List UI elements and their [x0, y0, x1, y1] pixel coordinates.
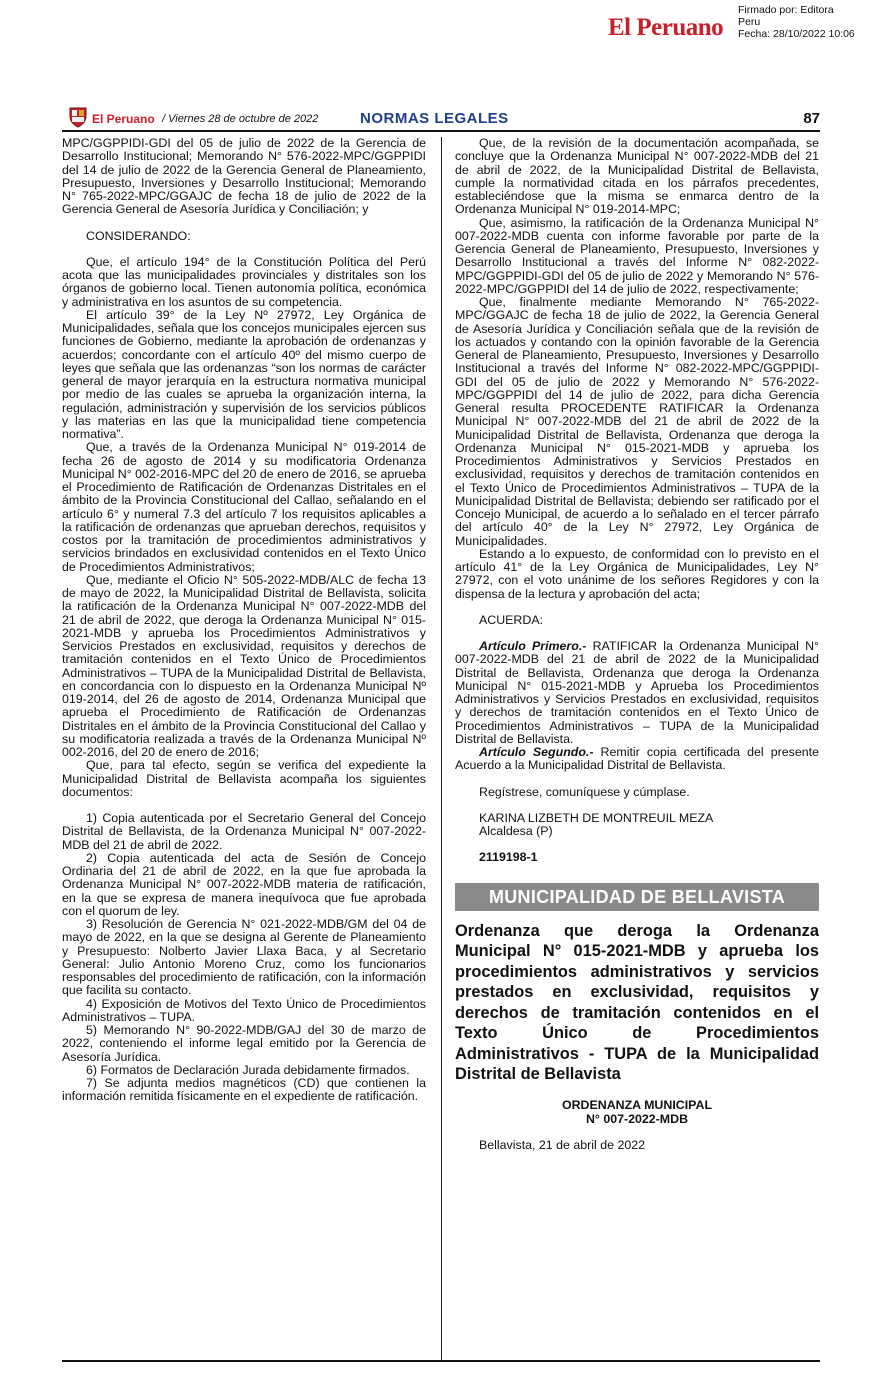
paragraph: Que, mediante el Oficio N° 505-2022-MDB/ALC de fecha 13 de mayo de 2022, la Municipalidad Distrital de Bellavista, solicita la ratificación de la Ordenanza Municipal N° 007-2022-MDB del 21 de abril de 2022, que deroga la Ordenanza Municipal N° 015-2021-MDB y aprueba los Procedimientos Administrativos y Servicios Prestados en exclusividad, requisitos y derechos de tramitación contenidos en el Texto Único de Procedimientos Administrativos – TUPA de la Municipalidad Distrital de Bellavista, en concordancia con lo dispuesto en la Ordenanza Municipal Nº 019-2014, del 26 de agosto de 2014, Ordenanza Municipal que aprueba el Procedimiento de Ratificación de Ordenanzas Distritales en el ámbito de la Provincia Constitucional del Callao y su modificatoria realizada a través de la Ordenanza Municipal Nº 002-2016, del 20 de enero de 2016;	[62, 572, 426, 759]
document-list-item: 3) Resolución de Gerencia N° 021-2022-MDB/GM del 04 de mayo de 2022, en la que se designa al Gerente de Planeamiento y Presupuesto: Nolberto Javier Llaxa Baca, y al Secretario General: Julio Antonio Moreno Cruz, como los funcionarios responsables del procedimiento de ratificación, con la información que facilita su contacto.	[62, 917, 426, 998]
left-column	[62, 137, 426, 1104]
document-list-item: 4) Exposición de Motivos del Texto Único de Procedimientos Administrativos – TUPA.	[62, 996, 426, 1024]
article-one-label: Artículo Primero.-	[479, 639, 587, 653]
column-divider	[441, 137, 442, 1360]
paragraph: Que, de la revisión de la documentación acompañada, se concluye que la Ordenanza Municipal N° 007-2022-MDB del 21 de abril de 2022, de la Municipalidad Distrital de Bellavista, cumple la normatividad citada en los párrafos precedentes, estableciéndose que la misma se enmarca dentro de la Ordenanza Municipal N° 019-2014-MPC;	[455, 136, 819, 217]
el-peruano-logo: El Peruano	[608, 14, 724, 41]
header-date: / Viernes 28 de octubre de 2022	[162, 113, 319, 125]
paragraph: Que, para tal efecto, según se verifica del expediente la Municipalidad Distrital de Bellavista acompaña los siguientes documentos:	[62, 758, 426, 799]
signature-date: Fecha: 28/10/2022 10:06	[738, 28, 855, 40]
paragraph: Que, a través de la Ordenanza Municipal N° 019-2014 de fecha 26 de agosto de 2014 y su modificatoria Ordenanza Municipal N° 002-2016-MPC del 20 de enero de 2016, se aprueba el Procedimiento de Ratificación de Ordenanzas Distritales en el ámbito de la Provincia Constitucional del Callao, señalando en el artículo 6° y numeral 7.3 del artículo 7 los requisitos aplicables a la ratificación de ordenanzas que aprueban derechos, requisitos y costos por la tramitación de procedimientos administrativos y servicios brindados en exclusividad contenidos en el Texto Único de Procedimientos Administrativos;	[62, 440, 426, 574]
digital-signature-stamp	[738, 4, 855, 40]
intro-paragraph: MPC/GGPPIDI-GDI del 05 de julio de 2022 de la Gerencia de Desarrollo Institucional; Memorando N° 576-2022-MPC/GGPPIDI del 14 de julio de 2022 de la Gerencia General de Planeamiento, Presupuesto, Inversiones y Desarrollo Institucional; Memorando N° 765-2022-MPC/GGAJC de fecha 18 de julio de 2022 de la Gerencia General de Asesoría Jurídica y Conciliación; y	[62, 136, 426, 217]
article-one	[455, 640, 819, 746]
closing-formula: Regístrese, comuníquese y cúmplase.	[479, 784, 690, 799]
signer-name: KARINA LIZBETH DE MONTREUIL MEZA	[479, 810, 714, 825]
ordinance-label: ORDENANZA MUNICIPAL	[561, 1097, 713, 1112]
signature-org: Peru	[738, 16, 761, 28]
document-list-item: 5) Memorando N° 90-2022-MDB/GAJ del 30 de marzo de 2022, conteniendo el informe legal emitido por la Gerencia de Asesoría Jurídica.	[62, 1023, 426, 1064]
acuerda-heading: ACUERDA:	[479, 612, 544, 627]
header-section-title: NORMAS LEGALES	[360, 110, 509, 127]
article-one-text: RATIFICAR la Ordenanza Municipal N° 007-2022-MDB del 21 de abril de 2022 de la Municipalidad Distrital de Bellavista, Ordenanza que deroga la Ordenanza Municipal N° 015-2021-MDB y Aprueba los Procedimientos Administrativos y Servicios Prestados en exclusividad, requisitos y derechos de tramitación contenidos en el Texto Único de Procedimientos Administrativos – TUPA de la Municipalidad Distrital de Bellavista.	[455, 639, 819, 746]
ordinance-date: Bellavista, 21 de abril de 2022	[479, 1137, 646, 1152]
page-number: 87	[803, 110, 820, 127]
ordinance-number: N° 007-2022-MDB	[585, 1111, 689, 1126]
municipality-banner: MUNICIPALIDAD DE BELLAVISTA	[455, 883, 819, 911]
document-list-item: 1) Copia autenticada por el Secretario General del Concejo Distrital de Bellavista, de la Ordenanza Municipal N° 007-2022-MDB del 21 de abril de 2022.	[62, 811, 426, 852]
paragraph: Que, asimismo, la ratificación de la Ordenanza Municipal N° 007-2022-MDB cuenta con informe favorable por parte de la Gerencia General de Planeamiento, Presupuesto, Inversiones y Desarrollo Institucional a través del Informe N° 082-2022-MPC/GGPPIDI-GDI del 05 de julio de 2022 y Memorando N° 576-2022-MPC/GGPPIDI del 14 de julio de 2022, respectivamente;	[455, 215, 819, 296]
paragraph: El artículo 39° de la Ley Nº 27972, Ley Orgánica de Municipalidades, señala que los concejos municipales ejercen sus funciones de Gobierno, mediante la aprobación de ordenanzas y acuerdos; concordante con el artículo 40º del mismo cuerpo de leyes que señala que las ordenanzas “son los normas de carácter general de mayor jerarquía en la estructura normativa municipal por medio de las cuales se aprueba la organización interna, la regulación, administración y supervisión de los servicios públicos y las materias en las que la municipalidad tiene competencia normativa”.	[62, 307, 426, 441]
document-list-item: 6) Formatos de Declaración Jurada debidamente firmados.	[86, 1062, 410, 1077]
header-rule	[62, 130, 820, 132]
considerando-heading: CONSIDERANDO:	[86, 228, 191, 243]
right-column	[455, 137, 819, 1152]
ordinance-title: Ordenanza que deroga la Ordenanza Municipal N° 015-2021-MDB y aprueba los procedimientos administrativos y servicios prestados en exclusividad, requisitos y derechos de tramitación contenidos en el Texto Único de Procedimientos Administrativos - TUPA de la Municipalidad Distrital de Bellavista	[455, 921, 819, 1084]
signature-signed-by: Firmado por: Editora	[738, 4, 834, 16]
article-two	[455, 746, 819, 773]
article-two-label: Artículo Segundo.-	[479, 745, 594, 759]
signer-title: Alcaldesa (P)	[479, 824, 553, 838]
document-list-item: 2) Copia autenticada del acta de Sesión de Concejo Ordinaria del 21 de abril de 2022, en la que fue aprobada la Ordenanza Municipal N° 007-2022-MDB materia de ratificación, en la que se expresa de manera inequívoca que fue aprobada con el quorum de ley.	[62, 850, 426, 918]
page-header	[62, 104, 820, 132]
paragraph: Que, el artículo 194° de la Constitución Política del Perú acota que las municipalidades provinciales y distritales son los órganos de gobierno local. Tienen autonomía política, económica y administrativa en los asuntos de su competencia.	[62, 254, 426, 309]
document-list-item: 7) Se adjunta medios magnéticos (CD) que contienen la información remitida físicamente en el expediente de ratificación.	[62, 1076, 426, 1104]
paragraph: Que, finalmente mediante Memorando N° 765-2022-MPC/GGAJC de fecha 18 de julio de 2022, la Gerencia General de Asesoría Jurídica y Conciliación señala que de la revisión de los actuados y contando con la opinión favorable de la Gerencia General de Planeamiento, Presupuesto, Inversiones y Desarrollo Institucional a través del Informe N° 082-2022-MPC/GGPPIDI-GDI del 05 de julio de 2022 y Memorando N° 576-2022-MPC/GGPPIDI del 14 de julio de 2022, para dicha Gerencia General resulta PROCEDENTE RATIFICAR la Ordenanza Municipal N° 007-2022-MDB del 21 de abril de 2022 de la Municipalidad Distrital de Bellavista, Ordenanza que deroga la Ordenanza Municipal N° 015-2021-MDB y aprueba los Procedimientos Administrativos y Servicios Prestados en exclusividad, requisitos y derechos de tramitación contenidos en el Texto Único de Procedimientos Administrativos – TUPA de la Municipalidad Distrital de Bellavista; debiendo ser ratificado por el Concejo Municipal, de acuerdo a lo señalado en el tercer párrafo del artículo 40° de la Ley N° 27972, Ley Orgánica de Municipalidades.	[455, 295, 819, 548]
coat-of-arms-icon	[68, 106, 88, 128]
footer-rule	[62, 1360, 820, 1362]
header-brand: El Peruano	[92, 112, 155, 126]
publication-code: 2119198-1	[479, 850, 538, 865]
paragraph: Estando a lo expuesto, de conformidad con lo previsto en el artículo 41° de la Ley Orgánica de Municipalidades, Ley N° 27972, con el voto unánime de los señores Regidores y con la dispensa de la lectura y aprobación del acta;	[455, 546, 819, 601]
article-two-text: Remitir copia certificada del presente Acuerdo a la Municipalidad Distrital de Bellavista.	[455, 745, 819, 773]
